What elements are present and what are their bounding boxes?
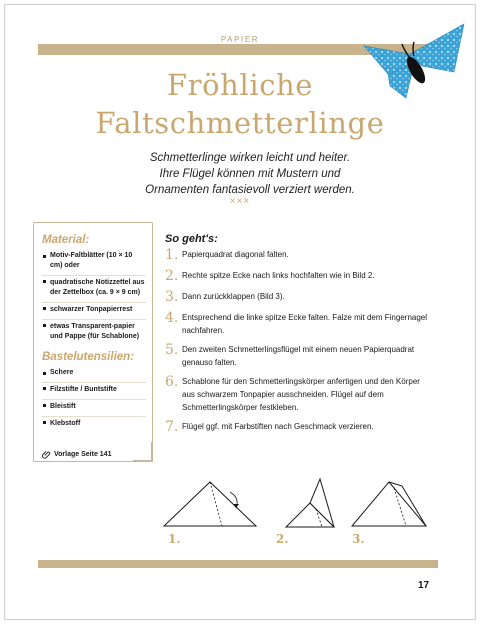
tools-heading: Bastelutensilien:: [42, 351, 135, 363]
step-text: Flügel ggf. mit Farbstiften nach Geschmack verzieren.: [182, 422, 374, 431]
ornament-divider: ×××: [229, 196, 251, 207]
step-text: Den zweiten Schmetterlingsflügel mit einem neuen Papierquadrat genauso falten.: [182, 345, 415, 367]
material-item: quadratische Notizzettel aus der Zettelbox (ca. 9 × 9 cm): [42, 275, 146, 298]
step-number: 6.: [165, 374, 179, 390]
material-item: Motiv-Faltblätter (10 × 10 cm) oder: [42, 251, 146, 271]
footer-band: [38, 560, 438, 568]
fold-diagram-3: [348, 478, 430, 530]
step-text: Entsprechend die linke spitze Ecke falten. Falze mit dem Fingernagel nachfahren.: [182, 313, 428, 335]
title-line-1: Fröhliche: [166, 68, 314, 102]
tools-list: [42, 368, 146, 429]
instruction-steps: [165, 248, 433, 441]
tool-item: Bleistift: [42, 399, 146, 412]
tool-item: Klebstoff: [42, 416, 146, 429]
fold-diagram-2: [280, 475, 340, 531]
diagram-label-3: 3.: [352, 532, 365, 546]
box-corner-decoration: [133, 442, 153, 462]
title-line-2: Faltschmetterlinge: [95, 106, 385, 140]
instructions-heading: So geht's:: [165, 233, 218, 245]
step-number: 5.: [165, 342, 179, 358]
step-number: 1.: [165, 247, 179, 263]
step-text: Schablone für den Schmetterlingskörper anfertigen und den Körper aus schwarzem Tonpapier ausschneiden. Flügel auf dem Schmetterlingskörper festkleben.: [182, 377, 420, 412]
step-item: [165, 420, 433, 435]
step-item: [165, 311, 433, 337]
section-tag: PAPIER: [220, 35, 260, 44]
step-text: Rechte spitze Ecke nach links hochfalten wie in Bild 2.: [182, 271, 375, 280]
intro-line: Ihre Flügel können mit Mustern und: [159, 168, 341, 180]
step-item: [165, 269, 433, 284]
material-item: etwas Transparent-papier und Pappe (für Schablone): [42, 319, 146, 342]
tool-item: Schere: [42, 368, 146, 378]
step-item: [165, 375, 433, 414]
step-number: 3.: [165, 289, 179, 305]
material-content: [42, 233, 146, 433]
paperclip-icon: [42, 450, 51, 459]
step-text: Dann zurückklappen (Bild 3).: [182, 292, 285, 301]
step-number: 4.: [165, 310, 179, 326]
diagram-label-1: 1.: [168, 532, 181, 546]
step-item: [165, 248, 433, 263]
diagram-triangle: [164, 482, 256, 526]
intro-line: Ornamenten fantasievoll verziert werden.: [145, 184, 355, 196]
fold-diagram-1: [160, 478, 260, 530]
step-item: [165, 343, 433, 369]
step-number: 7.: [165, 419, 179, 435]
material-list: [42, 251, 146, 342]
material-box: [33, 222, 153, 462]
diagram-triangle: [352, 482, 426, 526]
material-item: schwarzer Tonpapierrest: [42, 302, 146, 315]
intro-line: Schmetterlinge wirken leicht und heiter.: [149, 152, 351, 164]
step-number: 2.: [165, 268, 179, 284]
template-reference-text: Vorlage Seite 141: [54, 451, 112, 458]
diagram-label-2: 2.: [276, 532, 289, 546]
material-heading: Material:: [42, 234, 90, 246]
template-reference: [42, 450, 111, 459]
intro-text: [110, 150, 390, 198]
tool-item: Filzstifte / Buntstifte: [42, 382, 146, 395]
step-text: Papierquadrat diagonal falten.: [182, 250, 289, 259]
page-title: [0, 66, 480, 142]
page-number: 17: [418, 580, 430, 591]
step-item: [165, 290, 433, 305]
